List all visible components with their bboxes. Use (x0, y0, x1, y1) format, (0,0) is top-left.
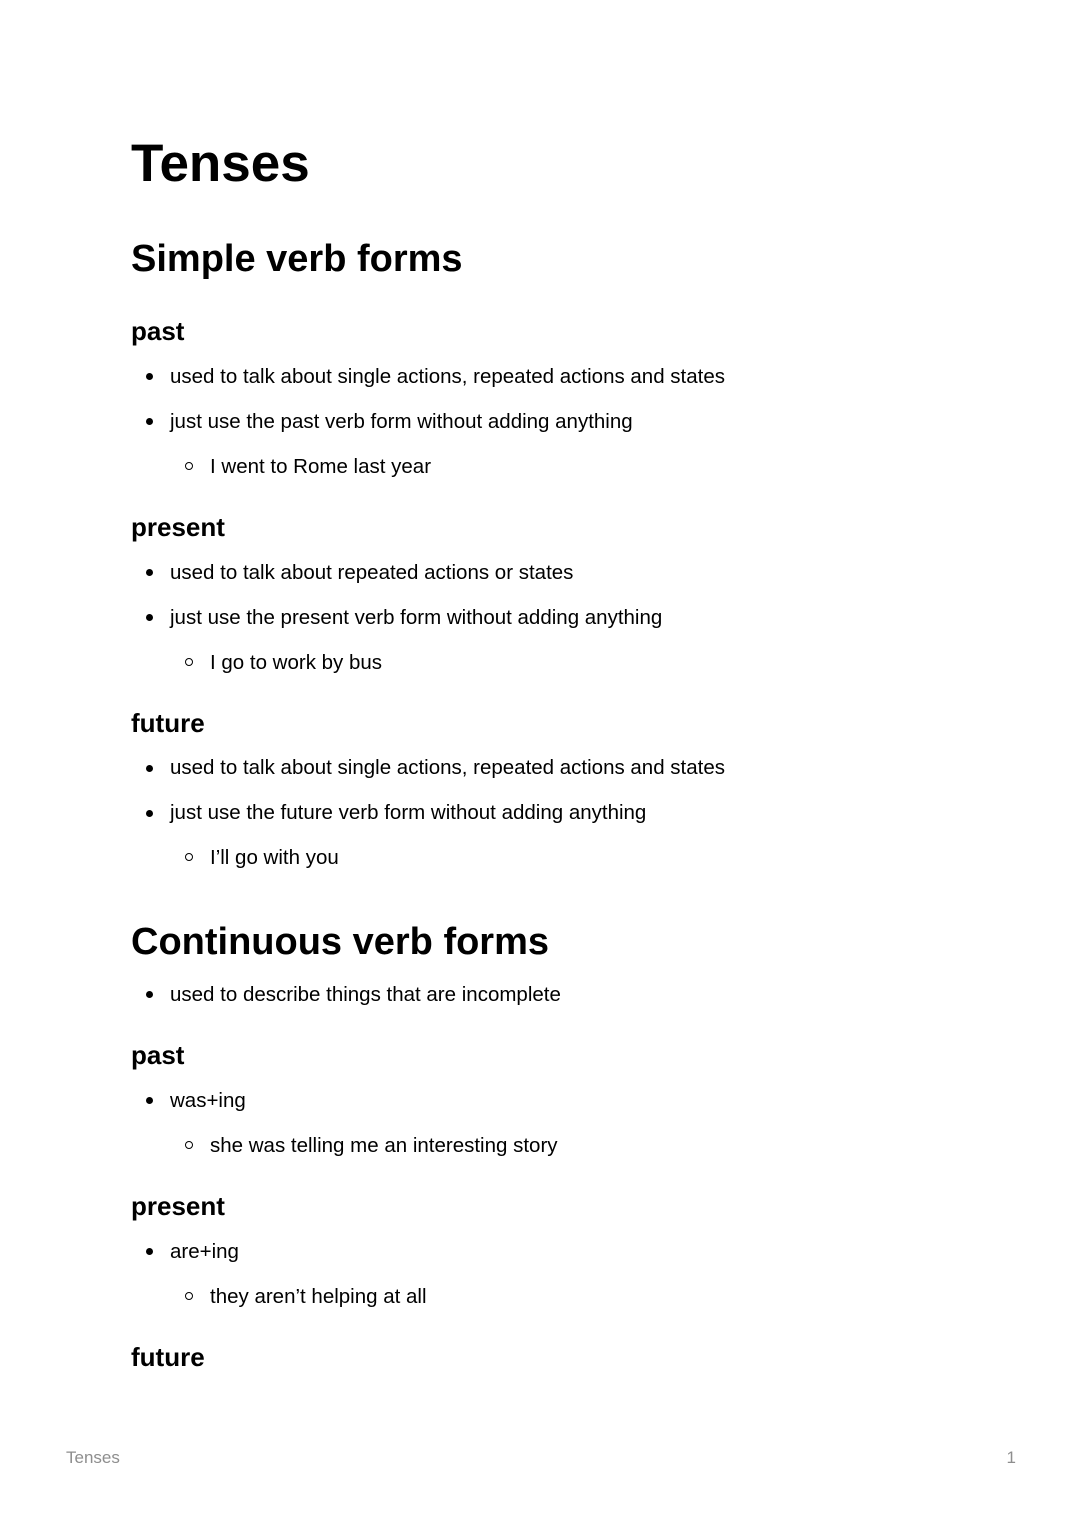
sub-bullet-item: I go to work by bus (131, 650, 949, 676)
page-title: Tenses (131, 134, 310, 193)
bullet-item: used to talk about repeated actions or states (131, 560, 949, 586)
subsection-heading-past-continuous: past (131, 1039, 185, 1070)
bullet-list (131, 967, 949, 1008)
subsection-heading-present-continuous: present (131, 1190, 225, 1221)
footer-doc-title: Tenses (66, 1448, 120, 1467)
subsection-heading-present: present (131, 511, 225, 542)
bullet-item: used to talk about single actions, repeated actions and states (131, 364, 949, 390)
bullet-list (131, 740, 949, 871)
bullet-item: just use the future verb form without adding anything (131, 800, 949, 826)
sub-bullet-item: they aren’t helping at all (131, 1284, 949, 1310)
bullet-item: just use the past verb form without adding anything (131, 409, 949, 435)
sub-bullet-item: I went to Rome last year (131, 454, 949, 480)
sub-bullet-item: she was telling me an interesting story (131, 1133, 949, 1159)
bullet-item: used to describe things that are incomplete (131, 982, 949, 1008)
subsection-heading-future-continuous: future (131, 1341, 205, 1372)
bullet-list (131, 349, 949, 480)
section-heading-continuous-verb-forms: Continuous verb forms (131, 921, 550, 964)
bullet-item: just use the present verb form without adding anything (131, 605, 949, 631)
page-footer (66, 1447, 1016, 1469)
subsection-heading-past: past (131, 316, 185, 347)
bullet-item: was+ing (131, 1088, 949, 1114)
subsection-heading-future: future (131, 707, 205, 738)
bullet-list (131, 1224, 949, 1310)
bullet-list (131, 1073, 949, 1159)
sub-bullet-item: I’ll go with you (131, 845, 949, 871)
footer-page-number: 1 (1006, 1448, 1016, 1467)
bullet-item: used to talk about single actions, repeated actions and states (131, 755, 949, 781)
bullet-list (131, 545, 949, 676)
section-heading-simple-verb-forms: Simple verb forms (131, 237, 463, 280)
bullet-item: are+ing (131, 1239, 949, 1265)
